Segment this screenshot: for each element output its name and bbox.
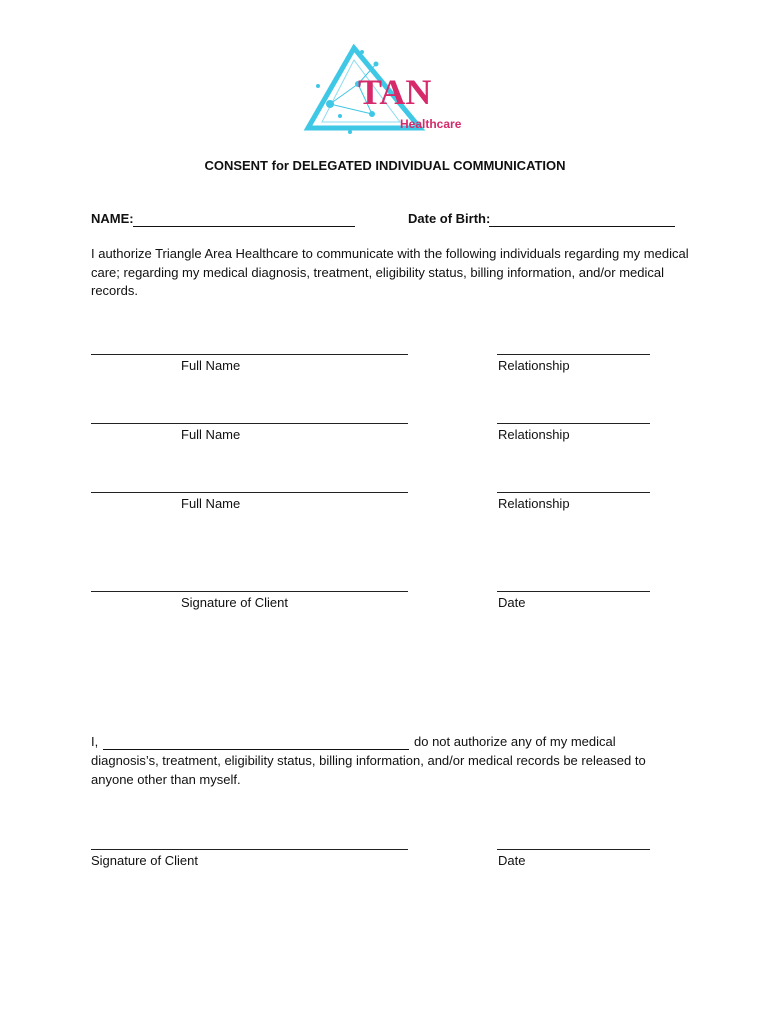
contact-3-name-line[interactable] <box>91 492 408 493</box>
client-signature-caption-2: Signature of Client <box>91 853 198 868</box>
contact-3-name-caption: Full Name <box>181 496 241 511</box>
refusal-name-field[interactable] <box>103 735 409 750</box>
client-signature-caption-1: Signature of Client <box>181 595 288 610</box>
logo-brand-text: TAN <box>358 72 432 112</box>
refusal-continuation: diagnosis’s, treatment, eligibility status, billing information, and/or medical records be released to anyone other than myself. <box>91 753 646 787</box>
signature-date-line-2[interactable] <box>497 849 650 850</box>
contact-2-name-line[interactable] <box>91 423 408 424</box>
dob-label: Date of Birth: <box>408 211 491 226</box>
contact-1-name-caption: Full Name <box>181 358 241 373</box>
contact-3-relationship-line[interactable] <box>497 492 650 493</box>
document-title: CONSENT for DELEGATED INDIVIDUAL COMMUNICATION <box>204 158 566 173</box>
name-field[interactable] <box>133 212 355 227</box>
refusal-suffix: do not authorize any of my medical <box>414 734 616 749</box>
contact-2-name-caption: Full Name <box>181 427 241 442</box>
contact-3-relationship-caption: Relationship <box>498 496 570 511</box>
authorization-paragraph: I authorize Triangle Area Healthcare to communicate with the following individuals regarding my medical care; regarding my medical diagnosis, treatment, eligibility status, billing information, and/or medical records. <box>91 246 689 298</box>
signature-date-caption-1: Date <box>498 595 526 610</box>
refusal-prefix: I, <box>91 734 99 749</box>
tan-healthcare-logo <box>300 44 470 136</box>
signature-date-line-1[interactable] <box>497 591 650 592</box>
logo-subtitle-text: Healthcare <box>400 117 462 131</box>
contact-1-relationship-caption: Relationship <box>498 358 570 373</box>
client-signature-line-2[interactable] <box>91 849 408 850</box>
contact-2-relationship-line[interactable] <box>497 423 650 424</box>
client-signature-line-1[interactable] <box>91 591 408 592</box>
contact-2-relationship-caption: Relationship <box>498 427 570 442</box>
contact-1-relationship-line[interactable] <box>497 354 650 355</box>
dob-field[interactable] <box>489 212 675 227</box>
signature-date-caption-2: Date <box>498 853 526 868</box>
contact-1-name-line[interactable] <box>91 354 408 355</box>
name-label: NAME: <box>91 211 134 226</box>
